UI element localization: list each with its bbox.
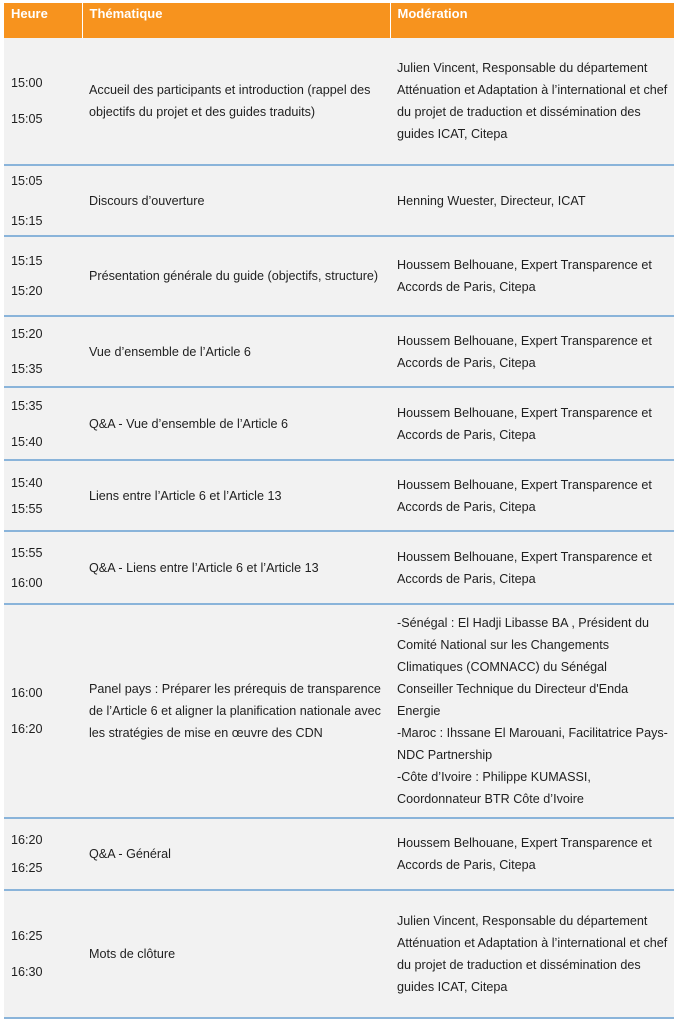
theme-cell: Liens entre l’Article 6 et l’Article 13 — [82, 460, 390, 531]
moderation-cell — [390, 460, 674, 531]
start-time: 15:55 — [11, 545, 43, 560]
agenda-body — [4, 38, 674, 1018]
theme-cell: Mots de clôture — [82, 890, 390, 1018]
moderation-cell — [390, 818, 674, 890]
theme-cell: Q&A - Général — [82, 818, 390, 890]
start-time: 16:00 — [11, 686, 43, 700]
theme-cell: Panel pays : Préparer les prérequis de transparence de l’Article 6 et aligner la planification nationale avec les stratégies de mise en œuvre des CDN — [82, 604, 390, 818]
agenda-table — [4, 3, 674, 1019]
agenda-row — [4, 890, 674, 1018]
time-spacer — [11, 94, 76, 108]
time-spacer — [11, 947, 76, 961]
moderator-text: -Maroc : Ihssane El Marouani, Facilitatrice Pays-NDC Partnership — [397, 726, 668, 762]
start-time: 16:20 — [11, 833, 43, 847]
end-time: 15:35 — [11, 362, 43, 376]
agenda-row — [4, 531, 674, 604]
header-row — [4, 3, 674, 38]
time-cell — [4, 890, 82, 1018]
moderator-text: Julien Vincent, Responsable du département Atténuation et Adaptation à l’international et chef du projet de traduction et dissémination des guides ICAT, Citepa — [397, 914, 668, 994]
moderator-text: Houssem Belhouane, Expert Transparence et Accords de Paris, Citepa — [397, 477, 652, 514]
end-time: 16:20 — [11, 722, 43, 736]
agenda-row — [4, 387, 674, 460]
header-moderation: Modération — [390, 3, 674, 38]
start-time: 15:00 — [11, 76, 43, 90]
time-spacer — [11, 704, 76, 718]
header-time: Heure — [4, 3, 82, 38]
time-cell — [4, 316, 82, 387]
header-theme: Thématique — [82, 3, 390, 38]
agenda-row — [4, 818, 674, 890]
time-cell — [4, 818, 82, 890]
end-time: 16:30 — [11, 965, 43, 979]
moderation-cell — [390, 604, 674, 818]
agenda-row — [4, 460, 674, 531]
time-cell — [4, 236, 82, 316]
start-time: 16:25 — [11, 929, 43, 943]
moderation-cell — [390, 236, 674, 316]
moderator-text: -Sénégal : El Hadji Libasse BA , Président du Comité National sur les Changements Climatiques (COMNACC) du Sénégal — [397, 616, 650, 674]
agenda-row — [4, 316, 674, 387]
end-time: 15:40 — [11, 434, 43, 449]
time-cell — [4, 38, 82, 165]
theme-cell: Vue d’ensemble de l’Article 6 — [82, 316, 390, 387]
theme-cell: Q&A - Liens entre l’Article 6 et l’Article 13 — [82, 531, 390, 604]
moderation-cell — [390, 387, 674, 460]
end-time: 15:05 — [11, 112, 43, 126]
theme-cell: Discours d’ouverture — [82, 165, 390, 236]
agenda-header — [4, 3, 674, 38]
theme-cell: Q&A - Vue d’ensemble de l’Article 6 — [82, 387, 390, 460]
moderation-cell — [390, 316, 674, 387]
moderation-cell — [390, 531, 674, 604]
moderator-text: Houssem Belhouane, Expert Transparence et Accords de Paris, Citepa — [397, 836, 652, 872]
moderator-text: Houssem Belhouane, Expert Transparence et Accords de Paris, Citepa — [397, 405, 652, 442]
time-cell — [4, 460, 82, 531]
agenda-row — [4, 165, 674, 236]
time-cell — [4, 387, 82, 460]
end-time: 15:55 — [11, 501, 43, 516]
moderation-cell — [390, 165, 674, 236]
moderator-text: Henning Wuester, Directeur, ICAT — [397, 193, 586, 208]
time-cell — [4, 531, 82, 604]
time-spacer — [11, 564, 76, 572]
time-spacer — [11, 192, 76, 210]
start-time: 15:35 — [11, 398, 43, 413]
moderator-text: Houssem Belhouane, Expert Transparence et Accords de Paris, Citepa — [397, 549, 652, 586]
time-cell — [4, 165, 82, 236]
time-spacer — [11, 345, 76, 358]
moderator-text: Conseiller Technique du Directeur d'Enda Energie — [397, 682, 629, 718]
theme-cell: Accueil des participants et introduction (rappel des objectifs du projet et des guides traduits) — [82, 38, 390, 165]
moderator-text: Houssem Belhouane, Expert Transparence et Accords de Paris, Citepa — [397, 258, 652, 294]
moderator-text: Houssem Belhouane, Expert Transparence et Accords de Paris, Citepa — [397, 333, 652, 370]
time-spacer — [11, 272, 76, 280]
end-time: 16:25 — [11, 861, 43, 875]
agenda-row — [4, 236, 674, 316]
start-time: 15:15 — [11, 254, 43, 268]
agenda-row — [4, 604, 674, 818]
start-time: 15:05 — [11, 173, 43, 188]
time-cell — [4, 604, 82, 818]
moderator-text: -Côte d’Ivoire : Philippe KUMASSI, Coordonnateur BTR Côte d’Ivoire — [397, 770, 591, 806]
end-time: 15:15 — [11, 213, 43, 228]
start-time: 15:20 — [11, 327, 43, 341]
agenda-row — [4, 38, 674, 165]
end-time: 15:20 — [11, 284, 43, 298]
start-time: 15:40 — [11, 475, 43, 490]
end-time: 16:00 — [11, 575, 43, 590]
time-spacer — [11, 417, 76, 431]
moderation-cell — [390, 38, 674, 165]
theme-cell: Présentation générale du guide (objectifs, structure) — [82, 236, 390, 316]
moderation-cell — [390, 890, 674, 1018]
moderator-text: Julien Vincent, Responsable du département Atténuation et Adaptation à l’international et chef du projet de traduction et dissémination des guides ICAT, Citepa — [397, 61, 668, 141]
